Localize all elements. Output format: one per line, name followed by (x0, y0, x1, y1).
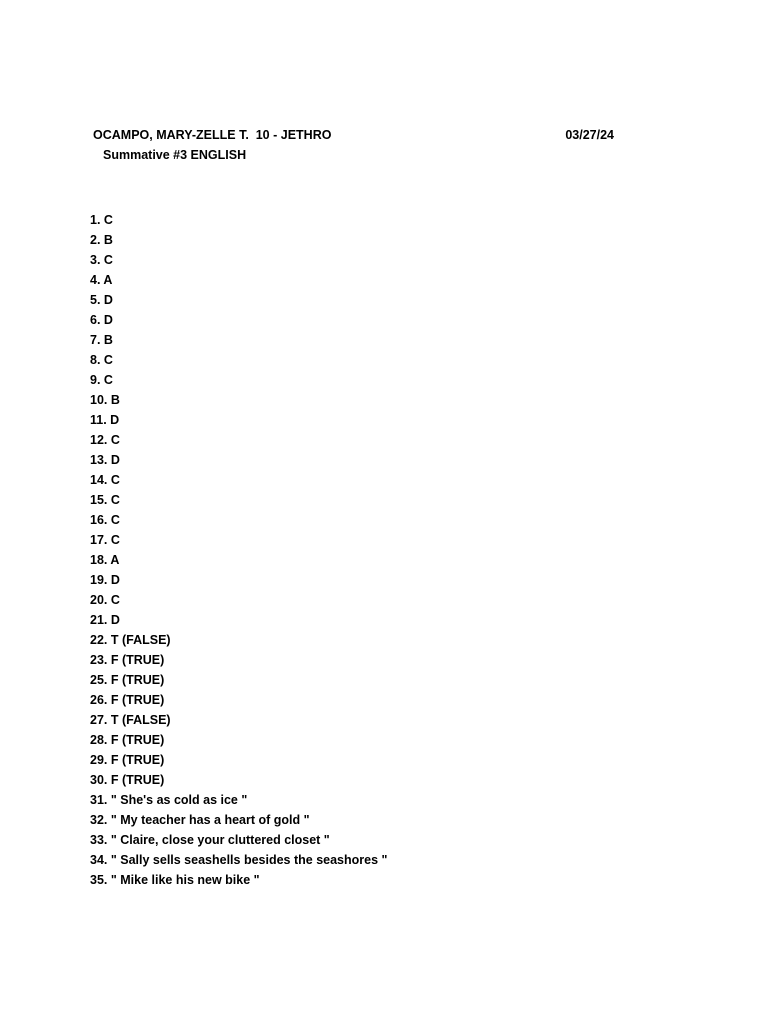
answer-item: 11. D (90, 413, 120, 427)
answer-item: 18. A (90, 553, 120, 567)
answer-item: 14. C (90, 473, 120, 487)
answer-item: 17. C (90, 533, 120, 547)
answer-item: 30. F (TRUE) (90, 773, 165, 787)
answer-item: 3. C (90, 253, 113, 267)
answer-item: 35. " Mike like his new bike " (90, 873, 260, 887)
answer-item: 34. " Sally sells seashells besides the seashores " (90, 853, 388, 867)
answer-item: 9. C (90, 373, 113, 387)
answer-item: 26. F (TRUE) (90, 693, 165, 707)
answer-item: 6. D (90, 313, 113, 327)
answer-item: 29. F (TRUE) (90, 753, 165, 767)
answer-list (90, 212, 387, 892)
answer-item: 10. B (90, 393, 120, 407)
answer-item: 13. D (90, 453, 120, 467)
answer-item: 28. F (TRUE) (90, 733, 165, 747)
answer-item: 12. C (90, 433, 120, 447)
answer-item: 4. A (90, 273, 113, 287)
answer-item: 23. F (TRUE) (90, 653, 165, 667)
answer-item: 1. C (90, 213, 113, 227)
answer-item: 33. " Claire, close your cluttered closet " (90, 833, 330, 847)
answer-item: 21. D (90, 613, 120, 627)
date: 03/27/24 (565, 128, 614, 142)
document-subtitle: Summative #3 ENGLISH (103, 148, 247, 162)
answer-item: 27. T (FALSE) (90, 713, 171, 727)
answer-item: 8. C (90, 353, 113, 367)
answer-item: 31. " She's as cold as ice " (90, 793, 248, 807)
answer-item: 7. B (90, 333, 113, 347)
answer-item: 19. D (90, 573, 120, 587)
answer-item: 5. D (90, 293, 113, 307)
answer-item: 22. T (FALSE) (90, 633, 171, 647)
answer-item: 2. B (90, 233, 113, 247)
student-name-section: OCAMPO, MARY-ZELLE T. 10 - JETHRO (93, 128, 332, 142)
answer-item: 16. C (90, 513, 120, 527)
answer-item: 25. F (TRUE) (90, 673, 165, 687)
answer-item: 20. C (90, 593, 120, 607)
header-line (93, 127, 614, 143)
answer-item: 15. C (90, 493, 120, 507)
answer-item: 32. " My teacher has a heart of gold " (90, 813, 310, 827)
